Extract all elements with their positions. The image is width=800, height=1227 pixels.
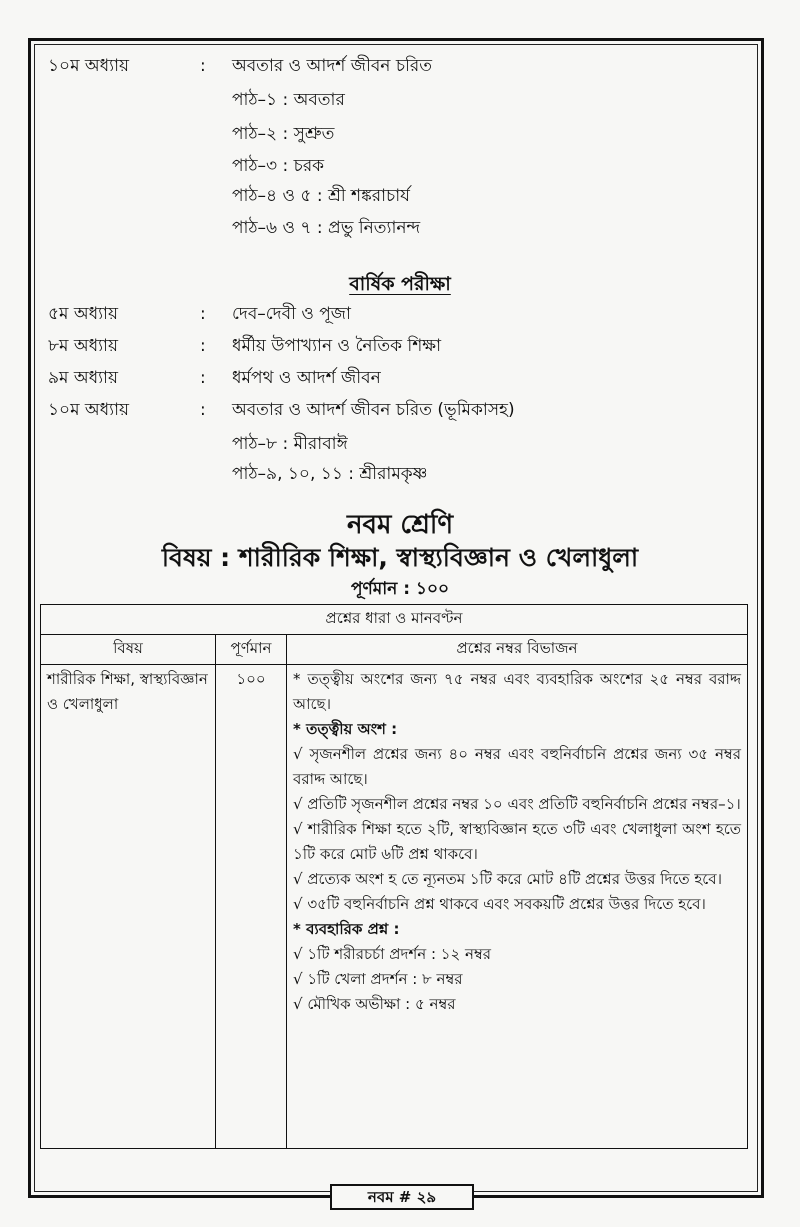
breakdown-line: √ ১টি খেলা প্রদর্শন : ৮ নম্বর <box>293 970 463 988</box>
breakdown-line: √ সৃজনশীল প্রশ্নের জন্য ৪০ নম্বর এবং বহুনির্বাচনি প্রশ্নের জন্য ৩৫ নম্বর বরাদ্দ আছে। <box>293 745 741 788</box>
marks-distribution-table <box>40 604 748 1149</box>
breakdown-heading: * তত্ত্বীয় অংশ : <box>293 720 398 738</box>
breakdown-line: √ প্রতিটি সৃজনশীল প্রশ্নের নম্বর ১০ এবং প্রতিটি বহুনির্বাচনি প্রশ্নের নম্বর–১। <box>293 795 741 813</box>
breakdown-heading: * ব্যবহারিক প্রশ্ন : <box>293 920 400 938</box>
header-breakdown: প্রশ্নের নম্বর বিভাজন <box>287 635 748 665</box>
breakdown-cell <box>287 665 748 1149</box>
chapter-topic: অবতার ও আদর্শ জীবন চরিত (ভূমিকাসহ) <box>232 400 515 420</box>
breakdown-line: √ শারীরিক শিক্ষা হতে ২টি, স্বাস্থ্যবিজ্ঞান হতে ৩টি এবং খেলাধুলা অংশ হতে ১টি করে মোট ৬টি প্রশ্ন থাকবে। <box>293 820 741 863</box>
subject-title: বিষয় : শারীরিক শিক্ষা, স্বাস্থ্যবিজ্ঞান ও খেলাধুলা <box>161 543 639 572</box>
breakdown-line: * তত্ত্বীয় অংশের জন্য ৭৫ নম্বর এবং ব্যবহারিক অংশের ২৫ নম্বর বরাদ্দ আছে। <box>293 670 741 713</box>
table-title-row <box>41 605 748 635</box>
chapter-label: ১০ম অধ্যায় <box>48 400 130 420</box>
annual-exam-heading <box>0 270 800 302</box>
chapter-label: ৫ম অধ্যায় <box>48 304 118 324</box>
lesson-item: পাঠ–৪ ও ৫ : শ্রী শঙ্করাচার্য <box>232 186 410 206</box>
breakdown-line: √ ১টি শরীরচর্চা প্রদর্শন : ১২ নম্বর <box>293 945 492 963</box>
breakdown-line: √ প্রত্যেক অংশ হ তে ন্যূনতম ১টি করে মোট ৪টি প্রশ্নের উত্তর দিতে হবে। <box>293 870 723 888</box>
full-marks: পূর্ণমান : ১০০ <box>350 579 450 599</box>
annual-exam-title: বার্ষিক পরীক্ষা <box>349 273 451 295</box>
subject-cell: শারীরিক শিক্ষা, স্বাস্থ্যবিজ্ঞান ও খেলাধুলা <box>41 665 216 1149</box>
page-number: নবম # ২৯ <box>330 1184 474 1210</box>
breakdown-line: √ ৩৫টি বহুনির্বাচনি প্রশ্ন থাকবে এবং সবকয়টি প্রশ্নের উত্তর দিতে হবে। <box>293 895 706 913</box>
chapter-label: ১০ম অধ্যায় <box>48 56 130 76</box>
class-title: নবম শ্রেণি <box>346 510 454 540</box>
table-row <box>41 665 748 1149</box>
table-title: প্রশ্নের ধারা ও মানবণ্টন <box>41 605 748 635</box>
marks-cell: ১০০ <box>216 665 287 1149</box>
chapter-topic: ধর্মপথ ও আদর্শ জীবন <box>232 368 381 388</box>
lesson-item: পাঠ–৯, ১০, ১১ : শ্রীরামকৃষ্ণ <box>232 464 428 484</box>
chapter-topic: ধর্মীয় উপাখ্যান ও নৈতিক শিক্ষা <box>232 336 442 356</box>
chapter-topic: অবতার ও আদর্শ জীবন চরিত <box>232 56 432 76</box>
colon: : <box>200 304 206 324</box>
chapter-topic: দেব–দেবী ও পূজা <box>232 304 351 324</box>
lesson-item: পাঠ–৮ : মীরাবাঈ <box>232 434 348 454</box>
header-subject: বিষয় <box>41 635 216 665</box>
colon: : <box>200 368 206 388</box>
lesson-item: পাঠ–৬ ও ৭ : প্রভু নিত্যানন্দ <box>232 218 421 238</box>
colon: : <box>200 400 206 420</box>
lesson-item: পাঠ–২ : সুশ্রুত <box>232 124 335 144</box>
header-full-marks: পূর্ণমান <box>216 635 287 665</box>
chapter-label: ৮ম অধ্যায় <box>48 336 118 356</box>
colon: : <box>200 56 206 76</box>
colon: : <box>200 336 206 356</box>
chapter-label: ৯ম অধ্যায় <box>48 368 118 388</box>
table-header-row <box>41 635 748 665</box>
lesson-item: পাঠ–১ : অবতার <box>232 90 345 110</box>
breakdown-line: √ মৌখিক অভীক্ষা : ৫ নম্বর <box>293 995 456 1013</box>
lesson-item: পাঠ–৩ : চরক <box>232 156 325 176</box>
